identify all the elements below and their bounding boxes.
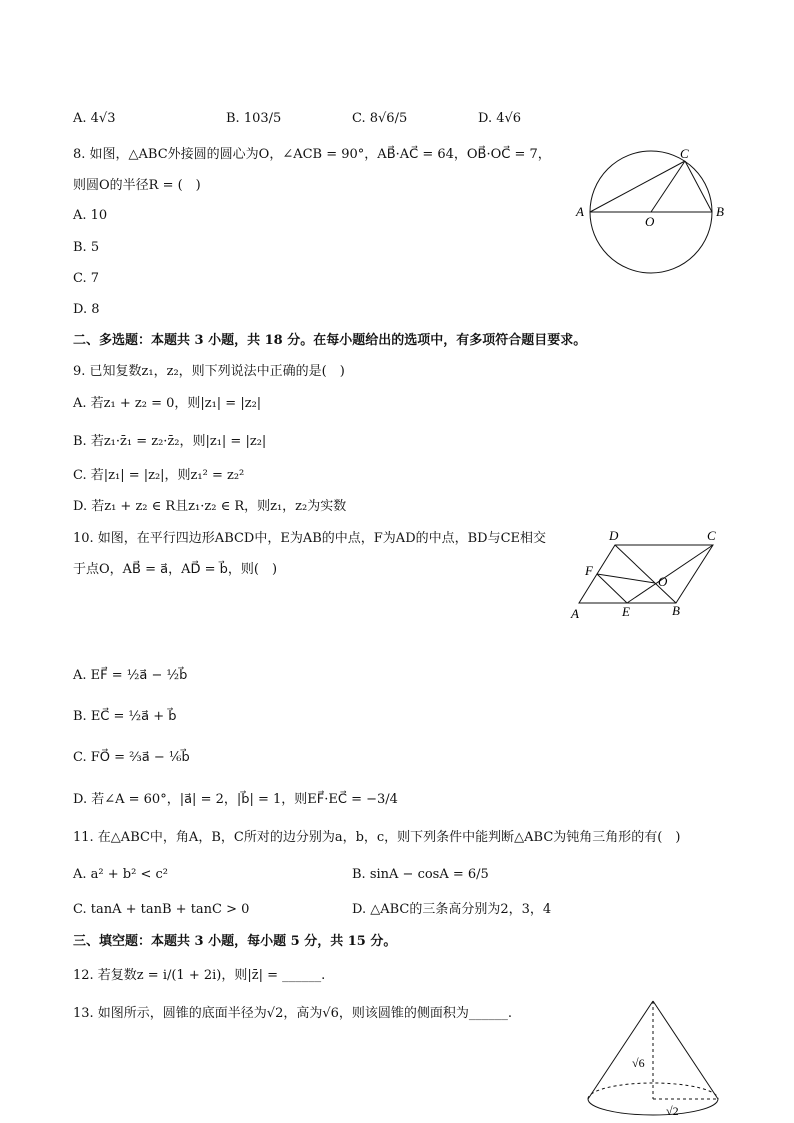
- q10-parallelogram-figure: [565, 525, 725, 625]
- q7-option-a: A. 4√3: [73, 111, 116, 126]
- q10-option-b: B. EC⃗ = ½a⃗ + b⃗: [73, 709, 177, 724]
- label-radius: √2: [666, 1104, 679, 1118]
- q11-option-b: B. sinA − cosA = 6/5: [352, 867, 489, 882]
- label-c: C: [680, 146, 689, 161]
- cone-left-edge: [588, 1001, 653, 1099]
- segment-bc: [685, 161, 712, 212]
- q11-stem: 11. 在△ABC中，角A，B，C所对的边分别为a，b，c，则下列条件中能判断△ABC为钝角三角形的有( ): [73, 830, 681, 845]
- q10-stem-line1: 10. 如图，在平行四边形ABCD中，E为AB的中点，F为AD的中点，BD与CE相交: [73, 531, 547, 546]
- label-a: A: [576, 204, 584, 219]
- q11-option-a: A. a² + b² < c²: [73, 867, 168, 882]
- q8-option-b: B. 5: [73, 240, 100, 255]
- section-3-heading: 三、填空题：本题共 3 小题，每小题 5 分，共 15 分。: [73, 934, 397, 949]
- q9-option-b: B. 若z₁·z̄₁ = z₂·z̄₂，则|z₁| = |z₂|: [73, 434, 267, 449]
- section-2-heading: 二、多选题：本题共 3 小题，共 18 分。在每小题给出的选项中，有多项符合题目要求。: [73, 333, 587, 348]
- q13-stem: 13. 如图所示，圆锥的底面半径为√2，高为√6，则该圆锥的侧面积为______.: [73, 1006, 513, 1021]
- q9-option-a: A. 若z₁ + z₂ = 0，则|z₁| = |z₂|: [73, 396, 262, 411]
- q9-stem: 9. 已知复数z₁，z₂，则下列说法中正确的是( ): [73, 364, 345, 379]
- label-b: B: [672, 603, 680, 618]
- q8-circle-figure: [570, 140, 730, 275]
- label-o: O: [658, 574, 668, 589]
- q12-stem: 12. 若复数z = i/(1 + 2i)，则|z̄| = ______.: [73, 968, 326, 983]
- q8-stem-line1: 8. 如图，△ABC外接圆的圆心为O，∠ACB = 90°，AB⃗·AC⃗ = 64，OB⃗·OC⃗ = 7，: [73, 147, 551, 162]
- label-f: F: [585, 563, 593, 578]
- q7-option-c: C. 8√6/5: [352, 111, 408, 126]
- label-e: E: [622, 604, 630, 619]
- segment-ce: [627, 545, 713, 603]
- q8-option-d: D. 8: [73, 302, 100, 317]
- q10-option-a: A. EF⃗ = ½a⃗ − ½b⃗: [73, 668, 188, 683]
- segment-ac: [590, 161, 685, 212]
- q10-option-c: C. FO⃗ = ⅔a⃗ − ⅙b⃗: [73, 750, 190, 765]
- q7-option-d: D. 4√6: [478, 111, 522, 126]
- q11-option-d: D. △ABC的三条高分别为2，3，4: [352, 902, 552, 917]
- label-c: C: [707, 528, 716, 543]
- label-o: O: [645, 214, 655, 229]
- q9-option-c: C. 若|z₁| = |z₂|，则z₁² = z₂²: [73, 468, 245, 483]
- q10-stem-line2: 于点O，AB⃗ = a⃗，AD⃗ = b⃗，则( ): [73, 562, 278, 577]
- label-a: A: [571, 606, 579, 621]
- q11-option-c: C. tanA + tanB + tanC > 0: [73, 902, 250, 917]
- q10-option-d: D. 若∠A = 60°，|a⃗| = 2，|b⃗| = 1，则EF⃗·EC⃗ = −3/4: [73, 792, 398, 807]
- q8-option-c: C. 7: [73, 271, 100, 286]
- label-b: B: [716, 204, 724, 219]
- q8-stem-line2: 则圆O的半径R = ( ): [73, 178, 201, 193]
- q7-option-b: B. 103/5: [226, 111, 282, 126]
- base-front-arc: [588, 1099, 718, 1115]
- segment-oc: [651, 161, 685, 212]
- label-d: D: [609, 528, 619, 543]
- q9-option-d: D. 若z₁ + z₂ ∈ R且z₁·z₂ ∈ R，则z₁，z₂为实数: [73, 499, 347, 514]
- q13-cone-figure: [580, 995, 730, 1120]
- q8-option-a: A. 10: [73, 208, 108, 223]
- label-height: √6: [632, 1056, 645, 1070]
- cone-right-edge: [653, 1001, 718, 1099]
